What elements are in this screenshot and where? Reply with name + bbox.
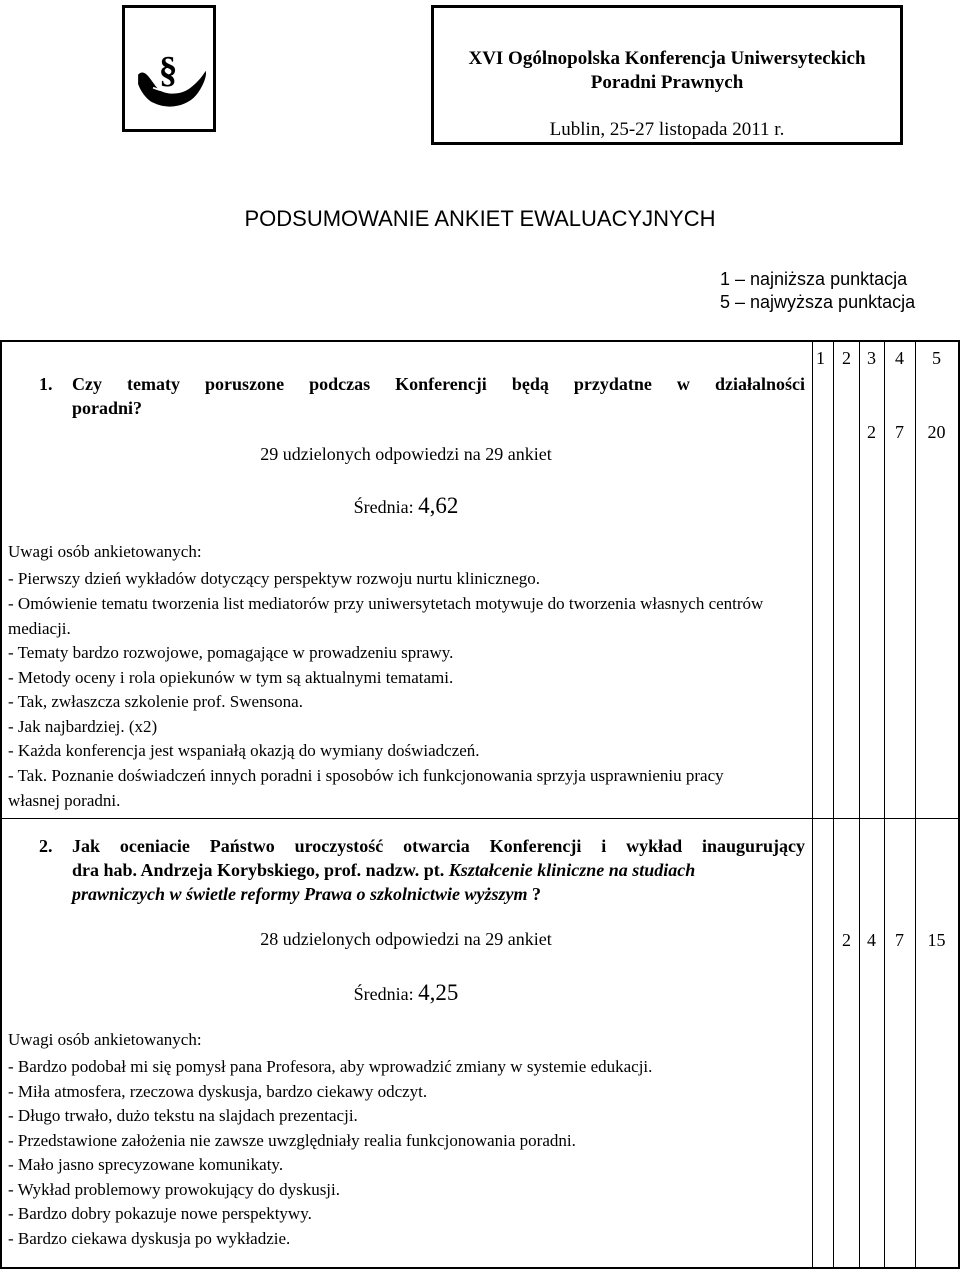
mean-value: 4,25 (418, 980, 459, 1005)
lecture-title: Kształcenie kliniczne na studiach (448, 860, 696, 880)
question-2-mean (0, 980, 812, 1006)
question-2-remarks-title: Uwagi osób ankietowanych: (8, 1030, 202, 1049)
question-1-responses: 29 udzielonych odpowiedzi na 29 ankiet (260, 444, 552, 464)
question-1-score-5: 20 (927, 422, 946, 442)
remark-item: - Wykład problemowy prowokujący do dyskusji. (8, 1180, 341, 1199)
mean-label: Średnia: (353, 984, 414, 1004)
remark-item: - Tak. Poznanie doświadczeń innych poradni i sposobów ich funkcjonowania sprzyja usprawnieniu pracy własnej poradni. (8, 766, 724, 810)
question-1-number: 1. (39, 374, 53, 394)
conference-header (431, 5, 903, 145)
question-2-number: 2. (39, 836, 53, 856)
col-separator-4 (915, 340, 916, 1269)
col-separator-2 (859, 340, 860, 1269)
remark-item: - Tematy bardzo rozwojowe, pomagające w prowadzeniu sprawy. (8, 643, 454, 662)
question-2-score-4: 7 (895, 930, 904, 950)
question-2-score-3: 4 (867, 930, 876, 950)
question-2-score-2: 2 (842, 930, 851, 950)
question-1-mean (0, 493, 812, 519)
question-1-score-4: 7 (895, 422, 904, 442)
remark-item: - Metody oceny i rola opiekunów w tym są aktualnymi tematami. (8, 668, 454, 687)
logo (122, 5, 216, 132)
remark-item: - Każda konferencja jest wspaniałą okazją do wymiany doświadczeń. (8, 741, 480, 760)
question-2-responses: 28 udzielonych odpowiedzi na 29 ankiet (260, 929, 552, 949)
scale-header-2: 2 (842, 348, 851, 368)
conference-place-date: Lublin, 25-27 listopada 2011 r. (549, 119, 785, 140)
col-separator-main (812, 340, 813, 1269)
page-title: PODSUMOWANIE ANKIET EWALUACYJNYCH (244, 206, 716, 231)
mean-label: Średnia: (353, 497, 414, 517)
remark-item: - Omówienie tematu tworzenia list mediatorów przy uniwersytetach motywuje do tworzenia własnych centrów mediacji. (8, 594, 764, 638)
scale-header-5: 5 (932, 348, 941, 368)
survey-table (0, 340, 960, 1269)
table-border-top (0, 340, 960, 342)
remark-item: - Bardzo dobry pokazuje nowe perspektywy. (8, 1204, 312, 1223)
scale-header-4: 4 (895, 348, 904, 368)
remark-item: - Bardzo ciekawa dyskusja po wykładzie. (8, 1229, 291, 1248)
col-separator-3 (884, 340, 885, 1269)
remark-item: - Przedstawione założenia nie zawsze uwzględniały realia funkcjonowania poradni. (8, 1131, 576, 1150)
col-separator-1 (833, 340, 834, 1269)
remark-item: - Tak, zwłaszcza szkolenie prof. Swensona. (8, 692, 303, 711)
legend-high: 5 – najwyższa punktacja (720, 292, 916, 312)
table-border-left (0, 340, 2, 1269)
conference-title: XVI Ogólnopolska Konferencja Uniwersyteckich (468, 48, 866, 69)
remark-item: - Bardzo podobał mi się pomysł pana Profesora, aby wprowadzić zmiany w systemie edukacji. (8, 1057, 653, 1076)
mean-value: 4,62 (418, 493, 459, 518)
question-1-text-line2: poradni? (72, 398, 143, 418)
remark-item: - Jak najbardziej. (x2) (8, 717, 158, 736)
table-border-bottom (0, 1267, 960, 1269)
question-1-remarks-title: Uwagi osób ankietowanych: (8, 542, 202, 561)
remark-item: - Miła atmosfera, rzeczowa dyskusja, bardzo ciekawy odczyt. (8, 1082, 428, 1101)
question-2-text-line2: dra hab. Andrzeja Korybskiego, prof. nadzw. pt. Kształcenie kliniczne na studiach (72, 860, 696, 880)
question-1-text: Czy tematy poruszone podczas Konferencji będą przydatne w działalności (72, 374, 805, 394)
question-2-text-line3: prawniczych w świetle reformy Prawa o szkolnictwie wyższym ? (72, 884, 542, 904)
paragraph-hand-icon (125, 8, 213, 129)
legend-low: 1 – najniższa punktacja (720, 269, 908, 289)
question-2-text: Jak oceniacie Państwo uroczystość otwarcia Konferencji i wykład inaugurujący (72, 836, 805, 856)
remark-item: - Mało jasno sprecyzowane komunikaty. (8, 1155, 284, 1174)
lecture-title-cont: prawniczych w świetle reformy Prawa o szkolnictwie wyższym (72, 884, 528, 904)
scale-header-1: 1 (816, 348, 825, 368)
remark-item: - Długo trwało, dużo tekstu na slajdach prezentacji. (8, 1106, 358, 1125)
question-2-score-5: 15 (927, 930, 946, 950)
row-separator (0, 818, 960, 819)
remark-item: - Pierwszy dzień wykładów dotyczący perspektyw rozwoju nurtu klinicznego. (8, 569, 541, 588)
svg-text:§: § (158, 50, 178, 92)
conference-title-line2: Poradni Prawnych (590, 72, 744, 93)
scale-header-3: 3 (867, 348, 876, 368)
question-1-score-3: 2 (867, 422, 876, 442)
